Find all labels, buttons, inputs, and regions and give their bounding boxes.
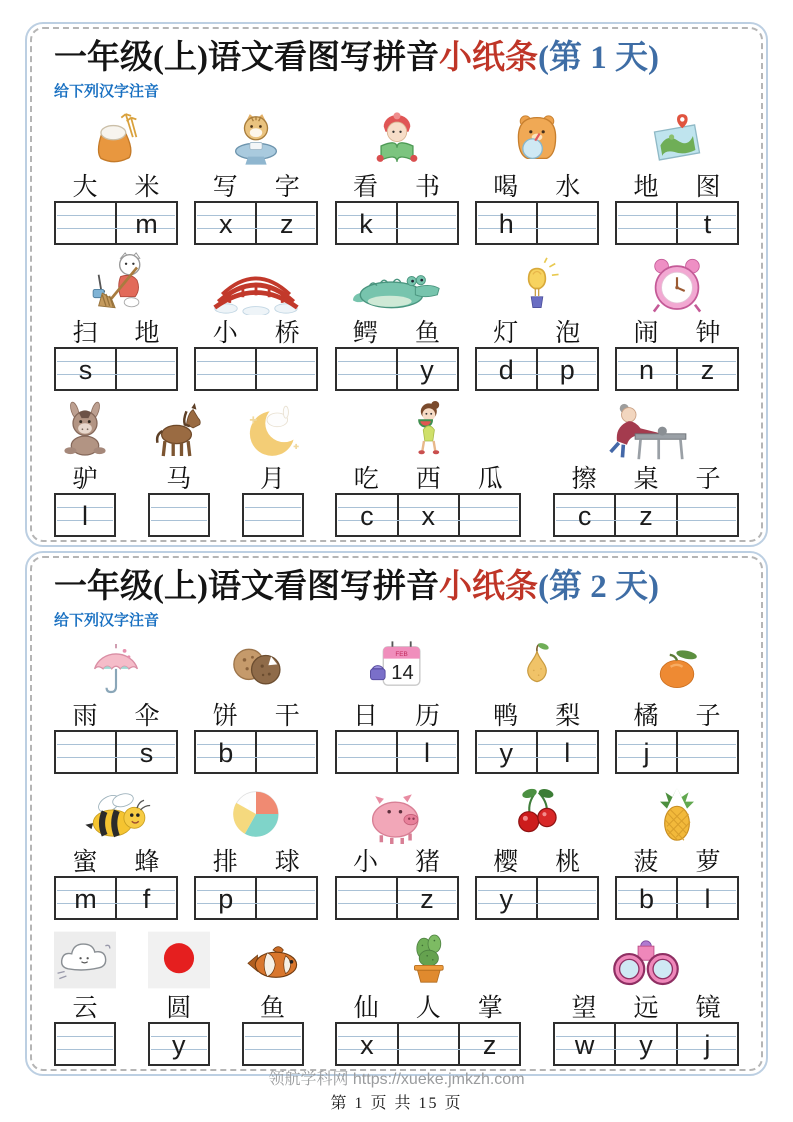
map-icon — [615, 103, 739, 169]
pinyin-write-cell[interactable] — [56, 349, 115, 389]
pinyin-write-cell[interactable] — [676, 878, 737, 918]
pinyin-grid — [54, 876, 178, 920]
watermark-text: 领航学科网 https://xueke.jmkzh.com — [268, 1071, 525, 1088]
hanzi-character: 马 — [166, 466, 192, 493]
calendar-icon — [335, 632, 459, 698]
hanzi-character: 镜 — [695, 995, 721, 1022]
pinyin-write-cell[interactable] — [337, 203, 396, 243]
pinyin-initial: b — [218, 738, 234, 768]
pinyin-grid — [54, 730, 178, 774]
hanzi-character: 大 — [72, 174, 98, 201]
pinyin-initial: m — [74, 884, 97, 914]
worksheet-panel-day1 — [25, 22, 768, 547]
hanzi-character: 米 — [134, 174, 160, 201]
word-characters — [615, 315, 739, 347]
pinyin-initial: z — [482, 1030, 497, 1060]
pinyin-initial: f — [142, 884, 151, 914]
pinyin-grid — [194, 730, 318, 774]
hanzi-character: 桥 — [274, 320, 300, 347]
hanzi-character: 桌 — [633, 466, 659, 493]
pinyin-write-cell[interactable] — [536, 203, 597, 243]
worksheet-item — [148, 395, 210, 539]
child-reading-icon — [335, 103, 459, 169]
pinyin-initial: l — [82, 501, 88, 531]
pinyin-initial: x — [219, 209, 233, 239]
pinyin-write-cell[interactable] — [56, 732, 115, 772]
pinyin-initial: m — [135, 209, 158, 239]
title-highlight: 小纸条 — [438, 40, 538, 76]
cloud-icon — [54, 924, 116, 990]
pinyin-write-cell[interactable] — [255, 349, 316, 389]
word-characters — [553, 990, 739, 1022]
worksheet-title — [54, 36, 739, 80]
hanzi-character: 鱼 — [414, 320, 440, 347]
worksheet-item — [194, 103, 318, 247]
worksheet-item — [242, 395, 304, 539]
word-characters — [335, 844, 459, 876]
hanzi-character: 猪 — [414, 849, 440, 876]
panel-dashed-frame — [30, 27, 763, 542]
hanzi-character: 喝 — [493, 174, 519, 201]
worksheet-subtitle: 给下列汉字注音 — [54, 83, 160, 100]
pinyin-initial: z — [280, 209, 294, 239]
pinyin-grid — [54, 493, 116, 537]
worksheet-item — [335, 249, 459, 393]
pinyin-write-cell[interactable] — [255, 732, 316, 772]
svg-text:FEB: FEB — [394, 650, 408, 658]
pinyin-initial: c — [360, 501, 374, 531]
word-characters — [194, 698, 318, 730]
worksheet-row — [54, 249, 739, 393]
pig-icon — [335, 778, 459, 844]
pinyin-write-cell[interactable] — [115, 878, 176, 918]
worksheet-item — [54, 103, 178, 247]
pinyin-write-cell[interactable] — [396, 732, 457, 772]
pinyin-write-cell[interactable] — [115, 732, 176, 772]
worksheet-item — [54, 395, 116, 539]
hanzi-character: 干 — [274, 703, 300, 730]
word-characters — [148, 990, 210, 1022]
pinyin-grid — [475, 201, 599, 245]
worksheet-title — [54, 565, 739, 609]
pinyin-grid — [475, 730, 599, 774]
word-characters — [148, 461, 210, 493]
pinyin-initial: y — [499, 884, 513, 914]
bear-drinking-icon — [475, 103, 599, 169]
pinyin-write-cell[interactable] — [337, 878, 396, 918]
pinyin-write-cell[interactable] — [555, 1024, 614, 1064]
pinyin-write-cell[interactable] — [56, 878, 115, 918]
pinyin-write-cell[interactable] — [337, 495, 396, 535]
worksheet-item — [194, 249, 318, 393]
pinyin-write-cell[interactable] — [196, 203, 255, 243]
biscuits-icon — [194, 632, 318, 698]
word-characters — [335, 990, 521, 1022]
pinyin-write-cell[interactable] — [676, 1024, 737, 1064]
pinyin-write-cell[interactable] — [397, 1024, 458, 1064]
word-characters — [194, 169, 318, 201]
hanzi-character: 球 — [274, 849, 300, 876]
hanzi-character: 人 — [415, 995, 441, 1022]
hanzi-character: 书 — [414, 174, 440, 201]
pinyin-write-cell[interactable] — [477, 878, 536, 918]
worksheet-item — [194, 778, 318, 922]
worksheet-item — [615, 249, 739, 393]
worksheet-item — [475, 249, 599, 393]
hanzi-character: 泡 — [555, 320, 581, 347]
word-characters — [54, 698, 178, 730]
grandma-wiping-table-icon — [553, 395, 739, 461]
pinyin-write-cell[interactable] — [477, 349, 536, 389]
pinyin-grid — [148, 1022, 210, 1066]
hanzi-character: 月 — [259, 466, 285, 493]
worksheet-item — [335, 778, 459, 922]
umbrella-icon — [54, 632, 178, 698]
red-circle-icon — [148, 924, 210, 990]
word-characters — [335, 315, 459, 347]
pinyin-initial: t — [703, 209, 712, 239]
hanzi-character: 字 — [274, 174, 300, 201]
pineapple-icon — [615, 778, 739, 844]
binoculars-icon — [553, 924, 739, 990]
worksheet-item — [553, 924, 739, 1068]
pinyin-initial: y — [499, 738, 513, 768]
pinyin-write-cell[interactable] — [614, 1024, 675, 1064]
pinyin-initial: l — [564, 738, 571, 768]
hanzi-character: 鸭 — [493, 703, 519, 730]
worksheet-item — [335, 395, 521, 539]
pinyin-write-cell[interactable] — [115, 203, 176, 243]
worksheet-item — [54, 632, 178, 776]
hanzi-character: 驴 — [72, 466, 98, 493]
worksheet-item — [194, 632, 318, 776]
pinyin-write-cell[interactable] — [397, 495, 458, 535]
pinyin-initial: p — [559, 355, 575, 385]
pinyin-initial: x — [421, 501, 435, 531]
pinyin-write-cell[interactable] — [676, 349, 737, 389]
pinyin-grid — [615, 347, 739, 391]
hanzi-character: 梨 — [555, 703, 581, 730]
items-grid — [54, 632, 739, 1068]
pinyin-write-cell[interactable] — [244, 1024, 302, 1064]
pinyin-initial: x — [360, 1030, 374, 1060]
worksheet-subtitle: 给下列汉字注音 — [54, 612, 160, 629]
worksheet-row — [54, 632, 739, 776]
pinyin-write-cell[interactable] — [617, 732, 676, 772]
pinyin-grid — [475, 876, 599, 920]
worksheet-item — [54, 249, 178, 393]
worksheet-row — [54, 103, 739, 247]
pinyin-write-cell[interactable] — [255, 878, 316, 918]
pinyin-initial: y — [639, 1030, 653, 1060]
title-day: (第 2 天) — [537, 569, 659, 605]
moon-icon — [242, 395, 304, 461]
word-characters — [194, 844, 318, 876]
clownfish-icon — [242, 924, 304, 990]
worksheet-item — [615, 632, 739, 776]
pinyin-grid — [615, 201, 739, 245]
worksheet-row — [54, 778, 739, 922]
hanzi-character: 蜂 — [134, 849, 160, 876]
hanzi-character: 伞 — [134, 703, 160, 730]
pinyin-initial: n — [638, 355, 655, 385]
title-day: (第 1 天) — [537, 40, 659, 76]
hanzi-character: 掌 — [477, 995, 503, 1022]
light-bulb-icon — [475, 249, 599, 315]
word-characters — [54, 461, 116, 493]
pinyin-grid — [335, 347, 459, 391]
pinyin-initial: l — [704, 884, 711, 914]
cat-writing-icon — [194, 103, 318, 169]
pinyin-write-cell[interactable] — [617, 349, 676, 389]
word-characters — [615, 844, 739, 876]
pinyin-initial: b — [638, 884, 655, 914]
pinyin-write-cell[interactable] — [536, 732, 597, 772]
hanzi-character: 排 — [212, 849, 238, 876]
pinyin-initial: l — [424, 738, 430, 768]
hanzi-character: 瓜 — [477, 466, 503, 493]
hanzi-character: 雨 — [72, 703, 98, 730]
pinyin-write-cell[interactable] — [536, 349, 597, 389]
pinyin-initial: p — [218, 884, 234, 914]
word-characters — [335, 169, 459, 201]
pinyin-initial: w — [574, 1030, 595, 1060]
pinyin-write-cell[interactable] — [477, 732, 536, 772]
word-characters — [54, 990, 116, 1022]
cat-sweeping-icon — [54, 249, 178, 315]
word-characters — [335, 698, 459, 730]
hanzi-character: 图 — [695, 174, 721, 201]
pinyin-write-cell[interactable] — [337, 1024, 396, 1064]
pinyin-write-cell[interactable] — [396, 203, 457, 243]
word-characters — [335, 461, 521, 493]
hanzi-character: 樱 — [493, 849, 519, 876]
bee-icon — [54, 778, 178, 844]
pinyin-write-cell[interactable] — [676, 203, 737, 243]
pinyin-write-cell[interactable] — [555, 495, 614, 535]
word-characters — [615, 698, 739, 730]
hanzi-character: 子 — [695, 703, 721, 730]
worksheet-item — [475, 778, 599, 922]
pinyin-write-cell[interactable] — [255, 203, 316, 243]
pinyin-grid — [194, 201, 318, 245]
word-characters — [242, 990, 304, 1022]
rice-bag-icon — [54, 103, 178, 169]
pinyin-write-cell[interactable] — [676, 732, 737, 772]
hanzi-character: 写 — [212, 174, 238, 201]
pinyin-grid — [335, 876, 459, 920]
pinyin-initial: y — [420, 355, 434, 385]
pinyin-write-cell[interactable] — [56, 495, 114, 535]
worksheet-panel-day2 — [25, 551, 768, 1076]
worksheet-item — [54, 778, 178, 922]
pinyin-write-cell[interactable] — [196, 878, 255, 918]
hanzi-character: 橘 — [633, 703, 659, 730]
hanzi-character: 扫 — [72, 320, 98, 347]
worksheet-item — [335, 103, 459, 247]
pinyin-grid — [615, 730, 739, 774]
worksheet-item — [615, 778, 739, 922]
cherries-icon — [475, 778, 599, 844]
hanzi-character: 闹 — [633, 320, 659, 347]
pinyin-write-cell[interactable] — [477, 203, 536, 243]
pinyin-write-cell[interactable] — [196, 732, 255, 772]
pinyin-grid — [148, 493, 210, 537]
word-characters — [242, 461, 304, 493]
worksheet-item — [54, 924, 116, 1068]
pinyin-grid — [242, 493, 304, 537]
hanzi-character: 望 — [571, 995, 597, 1022]
pinyin-grid — [553, 1022, 739, 1066]
cactus-icon — [335, 924, 521, 990]
pinyin-grid — [54, 201, 178, 245]
pinyin-write-cell[interactable] — [56, 203, 115, 243]
pinyin-write-cell[interactable] — [56, 1024, 114, 1064]
pinyin-initial: j — [643, 738, 650, 768]
pinyin-initial: s — [78, 355, 93, 385]
word-characters — [615, 169, 739, 201]
pinyin-initial: y — [172, 1030, 186, 1060]
hanzi-character: 日 — [352, 703, 378, 730]
pinyin-initial: s — [139, 738, 154, 768]
hanzi-character: 西 — [415, 466, 441, 493]
worksheet-item — [148, 924, 210, 1068]
orange-icon — [615, 632, 739, 698]
hanzi-character: 圆 — [166, 995, 192, 1022]
pinyin-initial: z — [639, 501, 653, 531]
pinyin-grid — [475, 347, 599, 391]
svg-text:14: 14 — [390, 661, 414, 684]
pinyin-write-cell[interactable] — [196, 349, 255, 389]
word-characters — [475, 698, 599, 730]
word-characters — [194, 315, 318, 347]
pinyin-write-cell[interactable] — [337, 732, 396, 772]
hanzi-character: 远 — [633, 995, 659, 1022]
worksheet-row — [54, 395, 739, 539]
worksheet-item — [335, 924, 521, 1068]
pinyin-write-cell[interactable] — [150, 1024, 208, 1064]
worksheet-item — [475, 632, 599, 776]
word-characters — [54, 315, 178, 347]
items-grid — [54, 103, 739, 539]
hanzi-character: 擦 — [571, 466, 597, 493]
horse-icon — [148, 395, 210, 461]
title-highlight: 小纸条 — [438, 569, 538, 605]
hanzi-character: 小 — [212, 320, 238, 347]
worksheet-row — [54, 924, 739, 1068]
hanzi-character: 菠 — [633, 849, 659, 876]
pinyin-initial: z — [420, 884, 434, 914]
pinyin-grid — [194, 876, 318, 920]
pinyin-grid — [553, 493, 739, 537]
pinyin-write-cell[interactable] — [617, 203, 676, 243]
girl-eating-watermelon-icon — [335, 395, 521, 461]
word-characters — [475, 315, 599, 347]
worksheet-item — [242, 924, 304, 1068]
hanzi-character: 萝 — [695, 849, 721, 876]
worksheet-item — [615, 103, 739, 247]
crocodile-icon — [335, 249, 459, 315]
hanzi-character: 仙 — [353, 995, 379, 1022]
pear-icon — [475, 632, 599, 698]
hanzi-character: 历 — [414, 703, 440, 730]
word-characters — [54, 169, 178, 201]
pinyin-grid — [54, 1022, 116, 1066]
pinyin-initial: d — [498, 355, 514, 385]
hanzi-character: 地 — [633, 174, 659, 201]
hanzi-character: 子 — [695, 466, 721, 493]
panel-dashed-frame — [30, 556, 763, 1071]
pinyin-grid — [54, 347, 178, 391]
pinyin-write-cell[interactable] — [614, 495, 675, 535]
worksheet-item — [335, 632, 459, 776]
pinyin-grid — [335, 493, 521, 537]
hanzi-character: 钟 — [695, 320, 721, 347]
pinyin-grid — [615, 876, 739, 920]
pinyin-grid — [194, 347, 318, 391]
pinyin-write-cell[interactable] — [458, 1024, 519, 1064]
hanzi-character: 蜜 — [72, 849, 98, 876]
hanzi-character: 看 — [352, 174, 378, 201]
pinyin-write-cell[interactable] — [115, 349, 176, 389]
donkey-icon — [54, 395, 116, 461]
hanzi-character: 鱼 — [259, 995, 285, 1022]
pinyin-initial: j — [704, 1030, 711, 1060]
pinyin-write-cell[interactable] — [150, 495, 208, 535]
pinyin-grid — [242, 1022, 304, 1066]
pinyin-write-cell[interactable] — [337, 349, 396, 389]
hanzi-character: 云 — [72, 995, 98, 1022]
title-main: 一年级(上)语文看图写拼音 — [54, 569, 439, 605]
alarm-clock-icon — [615, 249, 739, 315]
pinyin-initial: z — [700, 355, 715, 385]
word-characters — [475, 844, 599, 876]
hanzi-character: 饼 — [212, 703, 238, 730]
pinyin-write-cell[interactable] — [458, 495, 519, 535]
pinyin-initial: c — [577, 501, 592, 531]
pinyin-write-cell[interactable] — [396, 878, 457, 918]
pinyin-write-cell[interactable] — [617, 878, 676, 918]
hanzi-character: 小 — [352, 849, 378, 876]
pinyin-grid — [335, 1022, 521, 1066]
worksheet-item — [475, 103, 599, 247]
word-characters — [475, 169, 599, 201]
hanzi-character: 桃 — [555, 849, 581, 876]
pinyin-write-cell[interactable] — [244, 495, 302, 535]
hanzi-character: 地 — [134, 320, 160, 347]
pinyin-initial: h — [498, 209, 514, 239]
pinyin-write-cell[interactable] — [396, 349, 457, 389]
hanzi-character: 水 — [555, 174, 581, 201]
word-characters — [54, 844, 178, 876]
hanzi-character: 鳄 — [352, 320, 378, 347]
pinyin-initial: k — [359, 209, 373, 239]
pinyin-grid — [335, 201, 459, 245]
title-main: 一年级(上)语文看图写拼音 — [54, 40, 439, 76]
pinyin-write-cell[interactable] — [676, 495, 737, 535]
red-bridge-icon — [194, 249, 318, 315]
hanzi-character: 吃 — [353, 466, 379, 493]
worksheet-item — [553, 395, 739, 539]
word-characters — [553, 461, 739, 493]
hanzi-character: 灯 — [493, 320, 519, 347]
page-number-footer: 第 1 页 共 15 页 — [330, 1095, 463, 1112]
pinyin-write-cell[interactable] — [536, 878, 597, 918]
beach-ball-icon — [194, 778, 318, 844]
pinyin-grid — [335, 730, 459, 774]
